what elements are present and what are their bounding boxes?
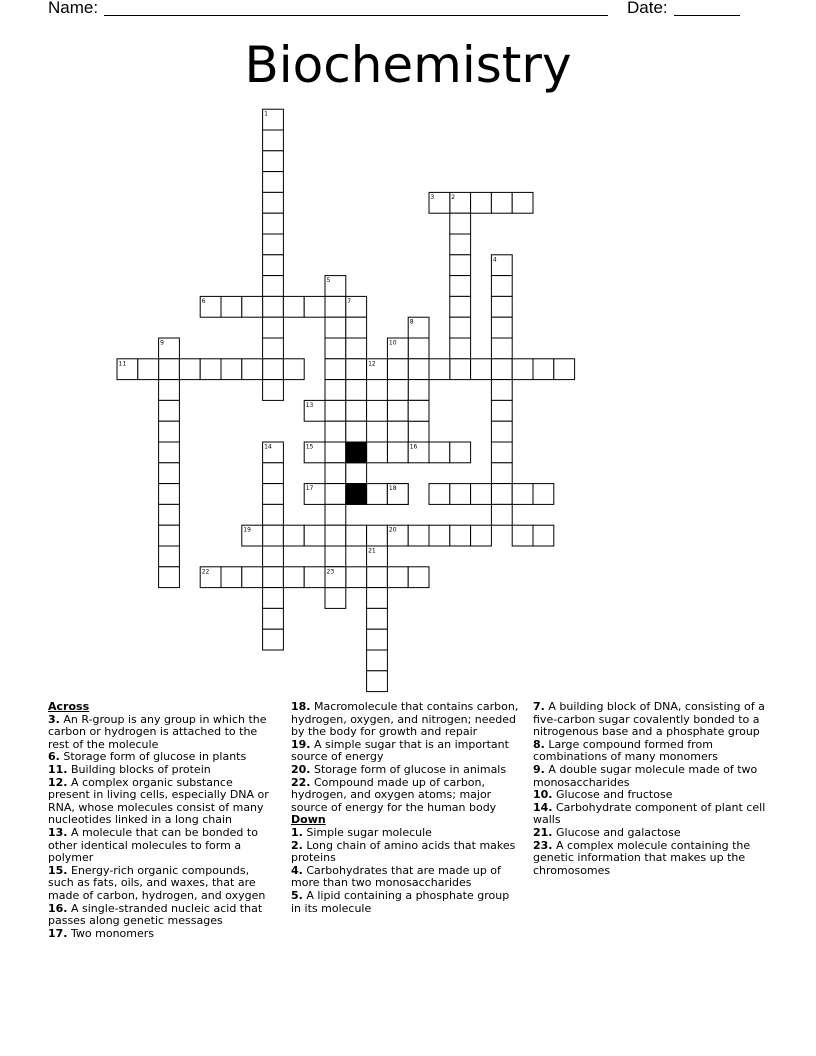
clue-number-19: 19 [243,526,251,534]
clue-list [0,701,816,1041]
grid-cell[interactable] [367,588,388,609]
grid-cell[interactable] [471,359,492,380]
grid-cell[interactable] [179,359,200,380]
grid-cell[interactable] [325,400,346,421]
clue-number-22: 22 [201,568,210,576]
grid-cell[interactable] [533,525,554,546]
across-clue [291,739,521,764]
grid-cell[interactable] [304,296,325,317]
clue-text: A complex organic substance present in living cells, especially DNA or RNA, whose molecules consist of many nucleotides linked in a long chain [48,775,269,827]
grid-cell[interactable] [387,567,408,588]
clue-text: A single-stranded nucleic acid that passes along genetic messages [48,901,263,928]
grid-cell[interactable] [325,380,346,401]
grid-cell[interactable] [263,484,284,505]
grid-cell[interactable] [263,504,284,525]
grid-cell[interactable] [491,484,512,505]
grid-cell[interactable] [159,504,180,525]
grid-cell[interactable] [408,338,429,359]
grid-cell[interactable] [346,380,367,401]
grid-cell[interactable] [450,359,471,380]
grid-cell[interactable] [263,359,284,380]
grid-cell[interactable] [242,359,263,380]
clue-number: 10. [533,788,553,802]
grid-cell[interactable] [512,525,533,546]
clue-number: 22. [291,775,311,789]
grid-cell[interactable] [346,359,367,380]
name-label: Name: [48,0,99,17]
grid-cell[interactable] [304,525,325,546]
grid-cell[interactable] [408,380,429,401]
grid-cell[interactable] [138,359,159,380]
grid-cell[interactable] [263,172,284,193]
clue-text: A building block of DNA, consisting of a five-carbon sugar covalently bonded to a nitrogenous base and a phosphate group [533,700,765,739]
grid-cell[interactable] [159,380,180,401]
grid-cell[interactable] [387,400,408,421]
grid-cell[interactable] [450,296,471,317]
clue-column-1 [48,701,276,940]
clue-text: A double sugar molecule made of two monosaccharides [533,762,758,789]
clue-text: Carbohydrate component of plant cell walls [533,800,766,827]
clue-number: 4. [291,863,303,877]
clue-number: 15. [48,863,68,877]
clue-text: Glucose and galactose [552,825,681,839]
grid-cell[interactable] [491,192,512,213]
clue-number-12: 12 [368,360,376,368]
clue-number: 5. [291,888,303,902]
clue-number-15: 15 [305,443,314,451]
black-cell [346,442,367,463]
grid-cell[interactable] [512,359,533,380]
grid-cell[interactable] [325,546,346,567]
clue-text: Carbohydrates that are made up of more than two monosaccharides [291,863,501,890]
clue-text: Simple sugar molecule [302,825,432,839]
grid-cell[interactable] [159,546,180,567]
clue-number: 19. [291,737,311,751]
grid-cell[interactable] [491,380,512,401]
grid-cell[interactable] [429,442,450,463]
grid-cell[interactable] [346,525,367,546]
grid-cell[interactable] [491,317,512,338]
grid-cell[interactable] [367,671,388,692]
clue-number-9: 9 [160,339,164,347]
grid-cell[interactable] [159,421,180,442]
clue-text: Macromolecule that contains carbon, hydrogen, oxygen, and nitrogen; needed by the body for growth and repair [291,700,519,739]
grid-cell[interactable] [325,296,346,317]
across-clue [48,903,276,928]
clue-number-7: 7 [347,297,352,305]
grid-cell[interactable] [346,463,367,484]
clue-number-5: 5 [326,277,331,285]
grid-cell[interactable] [367,650,388,671]
clue-column-2 [291,701,521,915]
clue-number: 6. [48,750,60,764]
grid-cell[interactable] [325,504,346,525]
grid-cell[interactable] [450,317,471,338]
grid-cell[interactable] [283,359,304,380]
clue-number-2: 2 [451,193,456,201]
grid-cell[interactable] [263,213,284,234]
grid-cell[interactable] [221,296,242,317]
grid-cell[interactable] [304,567,325,588]
grid-cell[interactable] [325,421,346,442]
across-clue [291,777,521,815]
clue-number-16: 16 [409,443,418,451]
clue-text: Large compound formed from combinations of many monomers [533,737,718,764]
clue-number-8: 8 [409,318,414,326]
grid-cell[interactable] [263,317,284,338]
grid-cell[interactable] [367,629,388,650]
clue-text: Energy-rich organic compounds, such as fats, oils, and waxes, that are made of carbon, hydrogen, and oxygen [48,863,266,902]
clue-number-4: 4 [492,256,497,264]
down-clue [533,739,769,764]
clue-number: 12. [48,775,68,789]
clue-text: Compound made up of carbon, hydrogen, and oxygen atoms; major source of energy for the human body [291,775,497,814]
across-clue [48,714,276,752]
down-clue [291,890,521,915]
grid-cell[interactable] [346,338,367,359]
clue-number: 3. [48,712,60,726]
clue-number-18: 18 [388,485,397,493]
grid-cell[interactable] [491,400,512,421]
across-clue [48,827,276,865]
grid-cell[interactable] [283,296,304,317]
grid-cell[interactable] [491,338,512,359]
grid-cell[interactable] [367,442,388,463]
grid-cell[interactable] [325,484,346,505]
grid-cell[interactable] [408,421,429,442]
clue-number: 16. [48,901,68,915]
grid-cell[interactable] [221,359,242,380]
grid-cell[interactable] [533,359,554,380]
grid-cell[interactable] [387,442,408,463]
grid-cell[interactable] [367,608,388,629]
grid-cell[interactable] [387,359,408,380]
across-heading: Across [48,700,90,713]
grid-cell[interactable] [491,421,512,442]
grid-cell[interactable] [554,359,575,380]
puzzle-title: Biochemistry [244,36,572,94]
across-clue [291,701,521,739]
clue-number-3: 3 [430,193,435,201]
clue-text: A simple sugar that is an important source of energy [291,737,509,764]
date-label: Date: [627,0,668,17]
grid-cell[interactable] [408,400,429,421]
grid-cell[interactable] [263,151,284,172]
grid-cell[interactable] [263,567,284,588]
grid-cell[interactable] [491,442,512,463]
clue-column-3 [533,701,769,877]
down-clue [291,865,521,890]
grid-cell[interactable] [450,442,471,463]
grid-cell[interactable] [159,525,180,546]
clue-number: 18. [291,700,311,713]
down-clues [291,827,521,915]
grid-cell[interactable] [387,421,408,442]
down-clue [291,840,521,865]
clue-text: Glucose and fructose [552,788,673,802]
clue-number-20: 20 [388,526,397,534]
clue-text: Two monomers [67,926,155,940]
grid-cell[interactable] [263,608,284,629]
grid-cell[interactable] [325,463,346,484]
grid-cell[interactable] [367,525,388,546]
grid-cell[interactable] [408,525,429,546]
grid-cell[interactable] [450,234,471,255]
grid-cell[interactable] [159,463,180,484]
grid-cell[interactable] [450,255,471,276]
clue-text: Building blocks of protein [67,762,211,776]
grid-cell[interactable] [263,380,284,401]
clue-text: A molecule that can be bonded to other identical molecules to form a polymer [48,825,258,865]
grid-cell[interactable] [491,463,512,484]
grid-cell[interactable] [387,380,408,401]
grid-cell[interactable] [491,296,512,317]
clue-number-11: 11 [118,360,127,368]
clue-number-23: 23 [326,568,335,576]
clue-number: 8. [533,737,545,751]
down-clue [533,802,769,827]
grid-cell[interactable] [263,546,284,567]
grid-cell[interactable] [325,359,346,380]
clue-number: 13. [48,825,68,839]
grid-cell[interactable] [325,442,346,463]
grid-cell[interactable] [408,567,429,588]
down-clue [533,840,769,878]
grid-cell[interactable] [242,296,263,317]
clue-text: An R-group is any group in which the carbon or hydrogen is attached to the rest of the molecule [48,712,267,751]
grid-cell[interactable] [450,484,471,505]
clue-text: Storage form of glucose in plants [59,750,247,764]
clue-number: 17. [48,926,68,940]
clue-text: Storage form of glucose in animals [310,762,507,776]
grid-cell[interactable] [159,359,180,380]
clue-number: 9. [533,762,545,776]
grid-cell[interactable] [450,276,471,297]
clue-number: 14. [533,800,553,814]
grid-cell[interactable] [325,588,346,609]
clue-number-14: 14 [264,443,272,451]
across-clue [48,928,276,941]
grid-cell[interactable] [429,484,450,505]
grid-cell[interactable] [346,400,367,421]
grid-cell[interactable] [325,338,346,359]
black-cell [346,484,367,505]
clue-number-6: 6 [201,297,206,305]
grid-cell[interactable] [491,359,512,380]
grid-cell[interactable] [346,567,367,588]
clue-number-10: 10 [388,339,397,347]
grid-cell[interactable] [533,484,554,505]
grid-cell[interactable] [283,525,304,546]
across-clues-continued [291,701,521,814]
down-clues-continued [533,701,769,877]
clue-number-1: 1 [264,110,268,118]
grid-cell[interactable] [450,525,471,546]
grid-cell[interactable] [159,442,180,463]
grid-cell[interactable] [471,192,492,213]
grid-cell[interactable] [263,588,284,609]
grid-cell[interactable] [221,567,242,588]
across-clue [48,777,276,827]
grid-cell[interactable] [263,463,284,484]
grid-cell[interactable] [263,130,284,151]
grid-cell[interactable] [263,338,284,359]
clue-number: 2. [291,838,303,852]
grid-cell[interactable] [263,255,284,276]
grid-cell[interactable] [471,525,492,546]
grid-cell[interactable] [408,359,429,380]
grid-cell[interactable] [471,484,492,505]
grid-cell[interactable] [346,317,367,338]
grid-cell[interactable] [512,192,533,213]
grid-cell[interactable] [200,359,221,380]
grid-cell[interactable] [159,400,180,421]
grid-cell[interactable] [325,525,346,546]
grid-cell[interactable] [263,296,284,317]
clue-number-13: 13 [305,401,314,409]
grid-cell[interactable] [367,400,388,421]
grid-cell[interactable] [450,213,471,234]
grid-cell[interactable] [450,338,471,359]
grid-cell[interactable] [367,567,388,588]
grid-cell[interactable] [159,567,180,588]
clue-number: 1. [291,825,303,839]
clue-text: Long chain of amino acids that makes proteins [291,838,516,865]
clue-number-17: 17 [305,485,314,493]
grid-cell[interactable] [283,567,304,588]
down-heading: Down [291,813,326,827]
grid-cell[interactable] [346,421,367,442]
grid-cell[interactable] [491,276,512,297]
clue-number: 11. [48,762,68,776]
down-clue [533,764,769,789]
clue-number: 20. [291,762,311,776]
grid-cell[interactable] [429,525,450,546]
grid-cell[interactable] [512,484,533,505]
clue-text: A complex molecule containing the genetic information that makes up the chromosomes [533,838,751,877]
clue-number-21: 21 [368,547,376,555]
grid-cell[interactable] [263,192,284,213]
across-clue [48,865,276,903]
grid-cell[interactable] [263,276,284,297]
grid-cell[interactable] [263,525,284,546]
grid-cell[interactable] [429,359,450,380]
grid-cell[interactable] [263,234,284,255]
grid-cell[interactable] [367,484,388,505]
grid-cell[interactable] [263,629,284,650]
clue-number: 21. [533,825,553,839]
grid-cell[interactable] [491,504,512,525]
grid-cell[interactable] [242,567,263,588]
across-clues [48,714,276,941]
grid-cell[interactable] [325,317,346,338]
grid-cell[interactable] [159,484,180,505]
clue-text: A lipid containing a phosphate group in its molecule [291,888,510,915]
clue-number: 7. [533,700,545,713]
down-clue [533,701,769,739]
clue-number: 23. [533,838,553,852]
